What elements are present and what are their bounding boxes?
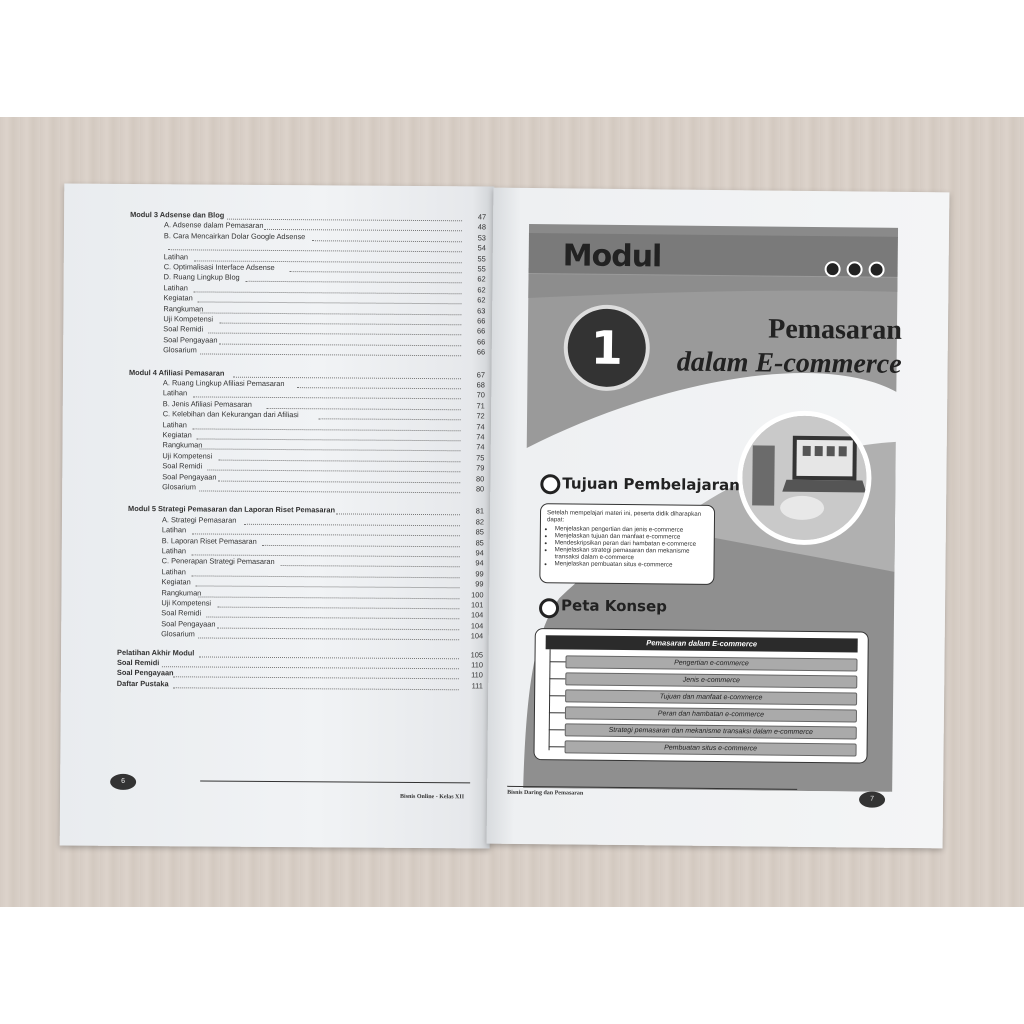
toc-leader-dots [244,524,460,527]
toc-entry-label: B. Jenis Afiliasi Pemasaran [162,398,252,409]
toc-leader-dots [218,459,460,462]
toc-leader-dots [197,302,461,305]
toc-entry-page: 94 [475,548,484,558]
chapter-title [661,311,902,382]
toc-entry-page: 101 [471,600,484,610]
toc-entry-page: 63 [477,305,486,316]
toc-entry-page: 74 [476,421,485,432]
toc-entry-label: Soal Remidi [163,324,204,334]
table-of-contents [60,184,494,747]
toc-entry-page: 105 [470,649,484,660]
toc-leader-dots [191,575,459,578]
toc-entry-page: 110 [471,670,483,680]
objectives-intro: Setelah mempelajari materi ini, peserta didik diharapkan dapat: [546,509,702,524]
toc-entry-page: 68 [476,380,485,390]
concept-item: Peran dan hambatan e-commerce [565,706,857,722]
toc-entry-label: Soal Remidi [162,461,203,471]
toc-entry-label: B. Laporan Riset Pemasaran [161,535,257,546]
toc-leader-dots [199,656,459,659]
toc-entry-page: 54 [477,243,486,253]
concept-item: Pengertian e-commerce [565,655,857,671]
toc-entry-label: Kegiatan [162,430,192,440]
toc-leader-dots [336,514,461,516]
toc-entry-page: 80 [476,473,485,484]
toc-entry-page: 110 [471,660,483,670]
concept-branch-line [549,678,565,679]
toc-entry-page: 48 [477,222,487,232]
toc-leader-dots [168,249,462,252]
toc-leader-dots [201,312,462,315]
modul-label: Modul [562,238,662,275]
toc-entry-page: 81 [475,506,485,516]
toc-entry-page: 66 [477,326,486,336]
toc-leader-dots [218,480,460,483]
toc-leader-dots [206,617,459,620]
toc-entry-page: 74 [476,442,485,452]
toc-entry-page: 55 [477,264,486,274]
toc-entry-label: Soal Pengayaan [163,334,218,345]
objectives-heading: Tujuan Pembelajaran [562,474,740,495]
toc-leader-dots [318,418,460,420]
toc-entry-page: 79 [476,463,485,473]
toc-entry-page: 66 [476,337,486,347]
toc-entry-label: Uji Kompetensi [161,598,212,608]
toc-entry-label: D. Ruang Lingkup Blog [163,272,240,283]
toc-entry-page: 85 [475,527,484,537]
toc-entry-page: 72 [476,411,485,421]
toc-entry-page: 71 [476,401,485,411]
toc-entry-label: C. Optimalisasi Interface Adsense [163,262,275,272]
toc-entry-label: C. Penerapan Strategi Pemasaran [161,556,275,567]
toc-entry-page: 82 [475,517,484,527]
concept-branch-line [549,746,565,747]
toc-leader-dots [312,240,462,242]
toc-entry-label: Soal Pengayaan [161,618,216,629]
toc-entry-label: Latihan [163,282,188,293]
toc-leader-dots [192,428,460,431]
toc-leader-dots [199,596,460,599]
toc-entry-label: Latihan [161,525,187,535]
toc-leader-dots [217,627,459,630]
objectives-list [546,525,707,569]
concept-item: Jenis e-commerce [565,672,857,688]
toc-entry-label: A. Adsense dalam Pemasaran [163,220,264,231]
concept-branch-line [549,695,565,696]
concept-item: Pembuatan situs e-commerce [565,740,857,756]
laptop-photo [737,410,872,545]
toc-leader-dots [193,291,461,294]
toc-leader-dots [196,438,460,441]
concept-map [533,628,868,763]
laptop-shopping-icon [742,415,867,540]
toc-entry-label: Latihan [162,419,187,429]
toc-entry-label: C. Kelebihan dan Kekurangan dari Afiliasi [162,409,299,420]
toc-leader-dots [245,281,461,284]
toc-leader-dots [217,607,459,610]
toc-entry-page: 104 [470,621,484,631]
toc-entry-page: 67 [476,369,486,380]
toc-entry-label: Rangkuman [162,440,203,450]
toc-entry-label: Daftar Pustaka [116,678,169,689]
toc-entry-page: 99 [475,579,484,589]
toc-leader-dots [195,586,459,589]
toc-entry-page: 53 [477,233,486,243]
toc-entry-page: 80 [475,484,485,494]
toc-entry-label: Glosarium [161,629,195,639]
toc-leader-dots [200,354,461,357]
magnifier-icon-concept [539,598,559,618]
toc-entry-label: Glosarium [163,345,197,355]
toc-entry-label: Latihan [163,251,189,261]
toc-entry-label: Modul 4 Afiliasi Pemasaran [128,367,225,378]
toc-entry-page: 47 [477,212,487,222]
left-page [60,184,495,849]
toc-entry-page: 94 [475,558,484,568]
toc-entry-label: Soal Pengayaan [116,668,174,678]
toc-leader-dots [262,544,460,546]
footer-rule-left [200,780,470,783]
toc-entry-page: 104 [470,610,484,620]
concept-item: Tujuan dan manfaat e-commerce [565,689,857,705]
toc-entry-page: 55 [477,253,486,264]
toc-entry-label: B. Cara Mencairkan Dolar Google Adsense [163,231,306,241]
toc-entry-label: Soal Pengayaan [162,471,217,482]
toc-entry-label: Rangkuman [161,587,202,598]
toc-leader-dots [219,323,461,326]
toc-leader-dots [200,449,461,452]
toc-entry-label: Pelatihan Akhir Modul [117,647,195,658]
toc-leader-dots [280,565,459,567]
concept-branch-line [549,729,565,730]
concept-heading: Peta Konsep [560,596,668,616]
chapter-title-line1: Pemasaran [768,313,903,346]
toc-entry-page: 66 [477,316,486,326]
toc-entry-page: 62 [477,274,486,284]
toc-entry-label: Kegiatan [163,293,193,303]
toc-entry-page: 99 [475,569,484,579]
toc-entry-label: A. Strategi Pemasaran [161,514,237,525]
toc-leader-dots [173,677,459,680]
toc-entry-page: 104 [470,631,484,641]
toc-entry-label: Rangkuman [163,303,204,314]
concept-tree-line [549,649,551,750]
footer-text-right: Bisnis Daring dan Pemasaran [507,789,584,797]
three-dots-icon [823,259,889,280]
toc-entry-label: Latihan [161,546,187,556]
objective-item: • Menjelaskan pengertian dan jenis e-commerce [555,525,708,534]
toc-leader-dots [198,638,459,641]
toc-entry-label: Latihan [162,388,188,398]
page-number-badge-right: 7 [859,791,885,807]
toc-entry-page: 75 [476,453,485,463]
objective-item: • Menjelaskan pembuatan situs e-commerce [554,560,707,569]
toc-entry-label: Soal Remidi [161,608,202,618]
toc-entry-label: Latihan [161,566,186,577]
toc-entry-page: 70 [476,390,485,400]
objective-item: • Menjelaskan strategi pemasaran dan mekanisme transaksi dalam e-commerce [555,546,708,562]
toc-leader-dots [208,333,461,336]
objectives-box [539,503,715,585]
concept-branch-line [549,661,565,662]
concept-root: Pemasaran dalam E-commerce [546,635,858,652]
toc-entry-label: Glosarium [162,482,196,492]
objective-item: • Mendeskripsikan peran dari hambatan e-commerce [555,539,708,548]
toc-leader-dots [162,666,459,669]
toc-entry-page: 111 [471,681,483,691]
toc-entry-page: 100 [471,589,484,600]
toc-leader-dots [219,343,461,346]
toc-entry-label: Soal Remidi [116,657,160,668]
objective-item: • Menjelaskan tujuan dan manfaat e-commerce [555,532,708,541]
footer-text-left: Bisnis Online - Kelas XII [400,793,465,801]
toc-entry-label: Modul 5 Strategi Pemasaran dan Laporan Riset Pemasaran [128,504,336,515]
toc-entry-page: 66 [476,347,486,357]
toc-entry-label: Uji Kompetensi [163,314,214,324]
page-number-badge-left: 6 [110,774,136,790]
toc-entry-label: Uji Kompetensi [162,450,213,461]
modul-number-circle: 1 [563,304,650,391]
toc-entry-label: A. Ruang Lingkup Afiliasi Pemasaran [162,378,285,389]
toc-entry-label: Kegiatan [161,577,191,587]
toc-leader-dots [199,490,460,493]
toc-entry-page: 62 [477,295,486,305]
toc-leader-dots [296,387,461,389]
toc-entry-page: 62 [477,285,486,295]
toc-leader-dots [290,271,462,273]
magnifier-icon-objectives [540,474,560,494]
concept-branch-line [549,712,565,713]
toc-leader-dots [207,470,460,473]
toc-entry-page: 85 [475,537,484,548]
toc-entry-page: 74 [476,432,485,442]
chapter-title-line2: dalam E-commerce [676,346,902,380]
toc-leader-dots [173,687,459,690]
right-page [487,188,950,849]
concept-item: Strategi pemasaran dan mekanisme transaksi dalam e-commerce [565,723,857,739]
toc-entry-label: Modul 3 Adsense dan Blog [130,209,225,220]
